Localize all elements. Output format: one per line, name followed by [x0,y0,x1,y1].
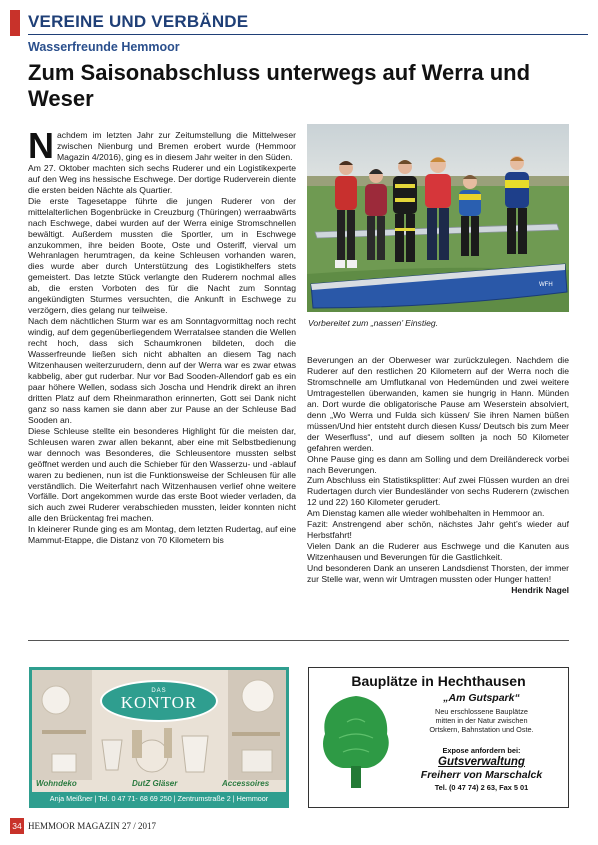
section-title: VEREINE UND VERBÄNDE [28,12,249,31]
page-number: 34 [10,818,24,834]
kontor-logo [100,680,218,722]
bauplaetze-quote: „Am Gutspark“ [443,692,520,704]
article-paragraph: Ohne Pause ging es dann am Solling und dem Dreiländereck vorbei nach Beverungen. [307,453,569,475]
article-paragraph: Am 27. Oktober machten sich sechs Ruderer und ein Logistikexperte auf den Weg ins hessische Eschwege. Der dortige Ruderverein diente die ersten beiden Nächte als Quartier. [28,162,296,195]
article-paragraph-intro [28,125,296,166]
bauplaetze-gutsverwaltung: Gutsverwaltung [438,756,525,768]
kontor-contact-bar: Anja Meißner | Tel. 0 47 71- 68 69 250 | Zentrumstraße 2 | Hemmoor [32,792,286,805]
article-paragraph: Beverungen an der Oberweser war zurückzulegen. Nachdem die Ruderer auf den restlichen 20 Kilometern auf der Werra noch die Stromschnelle am Umflutkanal von Hedemünden und zwei weitere Umtragestellen überwanden, kamen sie hungrig in Hann. Münden an. Dort wurde die obligatorische Pause am Weserstein absolviert, denn „Wo Werra und Fulda sich küssen/ Sie ihren Namen büßen müssen/Und hier entsteht durch diesen Kuss/ Deutsch bis zum Meer der Weserfluss“, und auf diesem sollten ja noch 50 Kilometer gefahren werden. [307,355,569,453]
article-photo [307,124,569,312]
bauplaetze-body [399,707,564,734]
bauplaetze-phone: Tel. (0 47 74) 2 63, Fax 5 01 [434,783,529,792]
article-column-left [28,125,296,546]
rowing-team-photo-illustration [307,124,569,312]
article-author: Hendrik Nagel [511,585,569,596]
article-paragraph: Nach dem nächtlichen Sturm war es am Sonntagvormittag noch recht windig, auf dem gegenüberliegendem Werratalsee standen die Wellen recht hoch, dass sich Schaumkronen bildeten, doch die Wasserfreunde ließen sich nicht abhalten an diesem Tag nach Witzenhausen weiterzurudern, denn auf der Werra war es zwar etwas kabbelig, aber gut ruderbar. Nur vor Bad Sooden-Allendorf gab es ein paar höhere Wellen, sodass sich Joscha und Hendrik direkt an ihren dritten Platz auf dem Rheinmarathon erinnerten, Gott sei Dank nicht ganz so nass kamen sie dann aber zur Pause an der Schleuse Bad Sooden an. [28,316,296,425]
kontor-tag: DutZ Gläser [132,779,178,788]
section-color-bar [10,10,20,36]
kontor-tag: Accessoires [222,779,270,788]
article-paragraph: Diese Schleuse stellte ein besonderes Highlight für die meisten dar, Schleusen waren zwar allen bekannt, aber eine mit Selbstbedienung war dennoch was Besonderes, die Schleusentore mussten selbst geöffnet werden und auch die Schieber für den Wasserzu- und -ablauf waren zu bedienen, nun ist die Funktionsweise der Schleusen für alle verständlich. Die Weiterfahrt nach Witzenhausen verlief ohne weitere Vorfälle. Dort angekommen wurde das erste Boot wieder verladen, da sich auch zwei Ruderer verabschieden mussten, leider konnten nicht alle den Brückentag frei machen. [28,425,296,524]
article-paragraph: Fazit: Anstrengend aber schön, nächstes Jahr geht’s wieder auf Herbstfahrt! [307,519,569,541]
kontor-logo-prefix: DAS [151,688,167,694]
page-footer [10,818,310,834]
section-header [10,10,590,36]
bauplaetze-body-line: Ortskern, Bahnstation und Oste. [429,725,534,734]
drop-cap: N [28,125,54,166]
article-paragraph: Zum Abschluss ein Statistiksplitter: Auf zwei Flüssen wurden an drei Rudertagen durch vier Bundesländer von sechs Ruderern (zwischen 12 und 22) 160 Kilometer gerudert. [307,475,569,508]
article-paragraph: Vielen Dank an die Ruderer aus Eschwege und die Kanuten aus Witzenhausen und Beverungen für die Gastlichkeit. [307,541,569,563]
bauplaetze-freiherr: Freiherr von Marschalck [420,769,543,781]
kontor-logo-name: KONTOR [120,693,198,712]
article-headline: Zum Saisonabschluss unterwegs auf Werra und Weser [28,60,531,111]
article-subhead: Wasserfreunde Hemmoor [28,40,180,54]
article-paragraph: Und besonderen Dank an unseren Landsdienst Thorsten, der immer zur Stelle war, wenn wir Umtragen mussten oder Hunger hatten! [307,563,569,585]
ad-kontor[interactable] [29,667,289,808]
bauplaetze-body-line: mitten in der Natur zwischen [435,716,528,725]
article-paragraph: Am Dienstag kamen alle wieder wohlbehalten in Hemmoor an. [307,508,545,519]
article-paragraph: Die erste Tagesetappe führte die jungen Ruderer von der mittelalterlichen Bogenbrücke in Creuzburg (Thüringen) werraabwärts nach Eschwege, dabei wurden auf der Werra einige Stromschnellen bewältigt. Außerdem mussten die Sportler, um in Eschwege anzukommen, ihre beiden Boote, Oste und Osteriff, vierval um Wehranlagen herumtragen, da keine Schleusen vorhanden waren, dies wurde aber durch Unterstützung des Logistikhelfers stets gemeistert. Das letzte Stück verlangte den Ruderern nochmal alles ab, die ersten Vorboten des für die Nacht zum Sonntag angekündigten Sturmes versuchten, die Ankunft in Eschwege zu verzögern, dies gelang nur teilweise. [28,195,296,316]
photo-caption: Vorbereitet zum „nassen’ Einstieg. [308,318,439,328]
intro-text: achdem im letzten Jahr zur Zeitumstellung die Mittelweser zwischen Nienburg und Bremen erobert wurde (Hemmoor Magazin 4/2016), ging es in diesem Jahr weiter in den Süden. [57,130,296,162]
bauplaetze-title: Bauplätze in Hechthausen [351,673,526,689]
kontor-tags [32,779,286,791]
magazine-title: HEMMOOR MAGAZIN 27 / 2017 [28,821,156,831]
tree-icon [317,692,395,792]
article-divider [28,640,569,641]
ad-bauplaetze[interactable] [308,667,569,808]
boat-label: WFH [539,282,553,288]
kontor-tag: Wohndeko [36,779,77,788]
article-paragraph: In kleinerer Runde ging es am Montag, dem letzten Rudertag, auf eine Mammut-Etappe, die Distanz von 70 Kilometern bis [28,524,296,546]
bauplaetze-body-line: Neu erschlossene Bauplätze [435,707,528,716]
bauplaetze-expose: Expose anfordern bei: [442,746,521,755]
section-rule [28,34,588,35]
article-column-right [307,355,569,596]
